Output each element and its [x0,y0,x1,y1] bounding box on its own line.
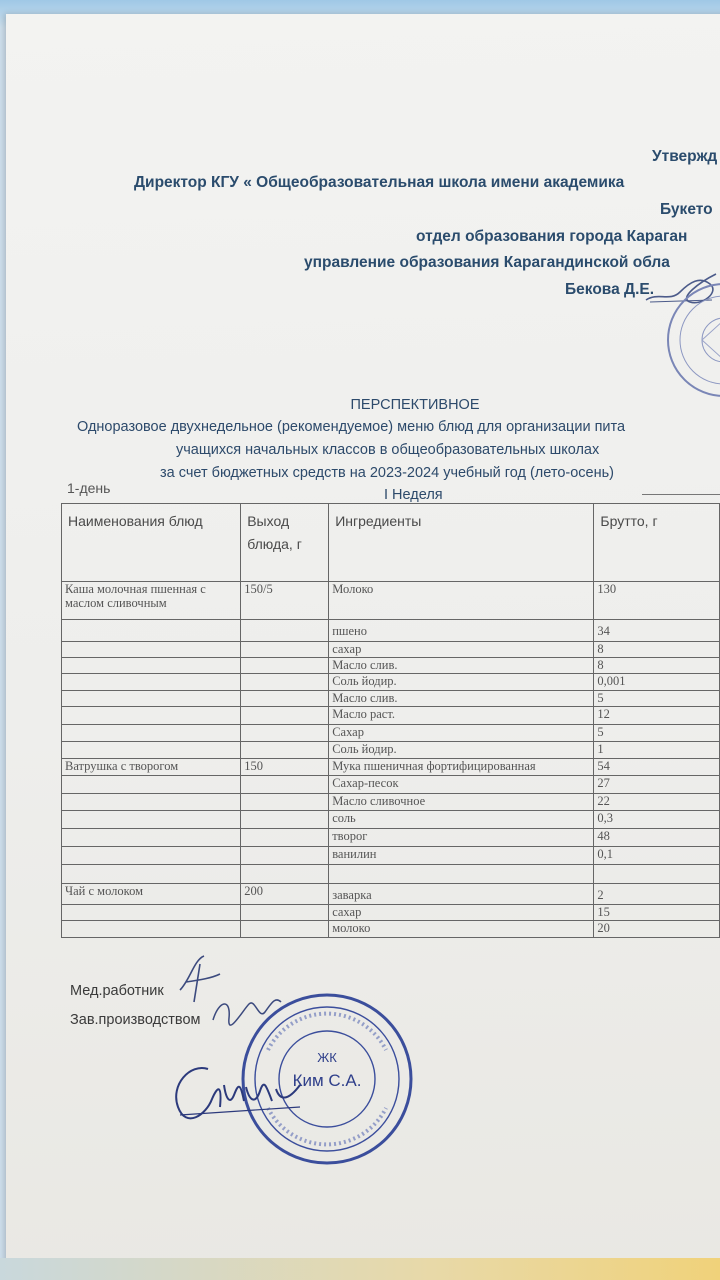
dish-name-cell [62,811,241,829]
ingredient-cell: Масло сливочное [329,794,594,811]
dish-name-cell [62,691,241,707]
gross-cell [594,865,720,884]
gross-cell: 54 [594,759,720,776]
document-subtitle-line1: Одноразовое двухнедельное (рекомендуемое) меню блюд для организации пита [77,419,626,435]
yield-cell [241,691,329,707]
gross-cell: 0,001 [594,674,720,691]
gross-cell: 12 [594,707,720,725]
stamp-top-text: ЖК [317,1050,337,1065]
production-head-label: Зав.производством [70,1012,201,1028]
dish-name-cell [62,658,241,674]
ingredient-cell: сахар [329,905,594,921]
approval-signer-name: Бекова Д.Е. [565,281,655,298]
header-ingredients: Ингредиенты [329,504,594,582]
ingredient-cell: Масло слив. [329,691,594,707]
yield-cell [241,905,329,921]
header-gross: Брутто, г [594,504,720,582]
document-subtitle-line3: за счет бюджетных средств на 2023-2024 учебный год (лето-осень) [160,465,614,481]
gross-cell: 0,3 [594,811,720,829]
dish-name-cell [62,725,241,742]
table-row [62,776,720,794]
ingredient-cell: Масло раст. [329,707,594,725]
dish-name-cell [62,865,241,884]
yield-cell [241,921,329,938]
ingredient-cell: Сахар-песок [329,776,594,794]
table-row [62,707,720,725]
gross-cell: 5 [594,691,720,707]
approval-heading: Утвержд [652,148,718,165]
table-row [62,742,720,759]
dish-name-cell [62,674,241,691]
table-row [62,829,720,847]
background-bottom-strip [0,1258,720,1280]
ingredient-cell: Соль йодир. [329,742,594,759]
ingredient-cell [329,865,594,884]
yield-cell: 150/5 [241,582,329,620]
yield-cell [241,776,329,794]
table-row [62,725,720,742]
gross-cell: 1 [594,742,720,759]
ingredient-cell: пшено [329,620,594,642]
table-row [62,884,720,905]
table-row [62,794,720,811]
dish-name-cell: Каша молочная пшенная с маслом сливочным [62,582,241,620]
yield-cell [241,642,329,658]
table-row [62,658,720,674]
day-underline [642,494,720,495]
dish-name-cell [62,847,241,865]
dish-name-cell [62,921,241,938]
stamp-signature [160,1055,310,1130]
dish-name-cell [62,620,241,642]
ingredient-cell: заварка [329,884,594,905]
yield-cell [241,865,329,884]
ingredient-cell: ванилин [329,847,594,865]
ingredient-cell: молоко [329,921,594,938]
yield-cell: 200 [241,884,329,905]
approval-director: Директор КГУ « Общеобразовательная школа имени академика [134,174,625,191]
ingredient-cell: сахар [329,642,594,658]
yield-cell [241,847,329,865]
ingredient-cell: Молоко [329,582,594,620]
stamp-name: Ким С.А. [292,1071,362,1090]
ingredient-cell: Мука пшеничная фортифицированная [329,759,594,776]
yield-cell [241,811,329,829]
table-row [62,811,720,829]
table-row [62,905,720,921]
menu-table-body [62,582,720,938]
gross-cell: 34 [594,620,720,642]
ingredient-cell: творог [329,829,594,847]
day-label: 1-день [67,480,111,496]
gross-cell: 15 [594,905,720,921]
table-row [62,691,720,707]
dish-name-cell [62,642,241,658]
dish-name-cell: Ватрушка с творогом [62,759,241,776]
gross-cell: 20 [594,921,720,938]
header-yield: Выход блюда, г [241,504,329,582]
yield-cell [241,620,329,642]
table-row [62,759,720,776]
yield-cell: 150 [241,759,329,776]
gross-cell: 22 [594,794,720,811]
dish-name-cell [62,794,241,811]
gross-cell: 130 [594,582,720,620]
ingredient-cell: Соль йодир. [329,674,594,691]
table-row [62,674,720,691]
dish-name-cell [62,829,241,847]
gross-cell: 0,1 [594,847,720,865]
table-row [62,642,720,658]
gross-cell: 8 [594,658,720,674]
document-title: ПЕРСПЕКТИВНОЕ [350,397,480,413]
table-row [62,620,720,642]
ingredient-cell: Масло слив. [329,658,594,674]
approval-department: отдел образования города Караган [416,228,688,245]
official-seal [654,280,720,400]
dish-name-cell [62,905,241,921]
table-row [62,582,720,620]
gross-cell: 8 [594,642,720,658]
document-subtitle-line2: учащихся начальных классов в общеобразовательных школах [176,442,600,458]
dish-name-cell: Чай с молоком [62,884,241,905]
ingredient-cell: Сахар [329,725,594,742]
yield-cell [241,658,329,674]
yield-cell [241,674,329,691]
table-row [62,921,720,938]
table-row [62,865,720,884]
yield-cell [241,707,329,725]
table-row [62,847,720,865]
menu-table [61,503,720,938]
gross-cell: 5 [594,725,720,742]
gross-cell: 48 [594,829,720,847]
gross-cell: 2 [594,884,720,905]
dish-name-cell [62,707,241,725]
yield-cell [241,829,329,847]
med-worker-label: Мед.работник [70,983,164,999]
approval-administration: управление образования Карагандинской обла [304,254,670,271]
yield-cell [241,742,329,759]
dish-name-cell [62,742,241,759]
ingredient-cell: соль [329,811,594,829]
week-label: I Неделя [384,487,443,503]
header-dish-name: Наименования блюд [62,504,241,582]
yield-cell [241,794,329,811]
yield-cell [241,725,329,742]
gross-cell: 27 [594,776,720,794]
approval-school-name: Букето [660,201,713,218]
dish-name-cell [62,776,241,794]
